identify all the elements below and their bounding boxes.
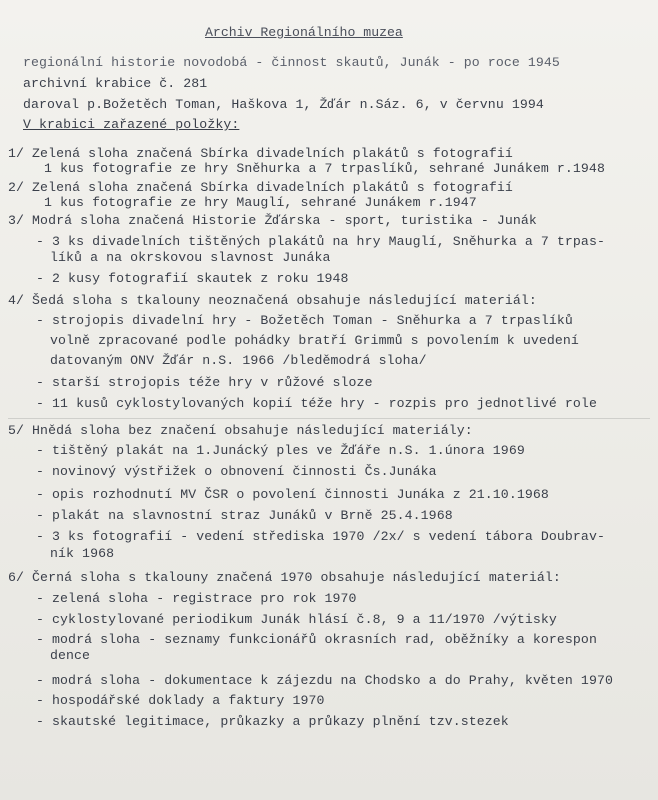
item-3-entry-2: - 2 kusy fotografií skautek z roku 1948 [36, 271, 349, 286]
item-1-detail: 1 kus fotografie ze hry Sněhurka a 7 trpaslíků, sehrané Junákem r.1948 [44, 161, 605, 176]
section-heading: V krabici zařazené položky: [23, 117, 240, 132]
item-2-heading: 2/ Zelená sloha značená Sbírka divadelních plakátů s fotografií [8, 180, 513, 195]
item-5-entry-3: - opis rozhodnutí MV ČSR o povolení činnosti Junáka z 21.10.1968 [36, 487, 549, 502]
item-5-heading: 5/ Hnědá sloha bez značení obsahuje následující materiály: [8, 423, 473, 438]
item-5-entry-5-cont: ník 1968 [50, 546, 115, 561]
item-4-entry-1: - strojopis divadelní hry - Božetěch Toman - Sněhurka a 7 trpaslíků [36, 313, 573, 328]
item-5-entry-5: - 3 ks fotografií - vedení střediska 1970 /2x/ s vedení tábora Doubrav- [36, 529, 605, 544]
item-6-entry-4: - modrá sloha - dokumentace k zájezdu na Chodsko a do Prahy, květen 1970 [36, 673, 613, 688]
item-6-entry-2: - cyklostylované periodikum Junák hlásí č.8, 9 a 11/1970 /výtisky [36, 612, 557, 627]
item-6-heading: 6/ Černá sloha s tkalouny značená 1970 obsahuje následující materiál: [8, 570, 561, 585]
item-3-entry-1-cont: líků a na okrskovou slavnost Junáka [50, 250, 331, 265]
donor-line: daroval p.Božetěch Toman, Haškova 1, Žďár n.Sáz. 6, v červnu 1994 [23, 97, 544, 112]
item-4-heading: 4/ Šedá sloha s tkalouny neoznačená obsahuje následující materiál: [8, 293, 537, 308]
item-6-entry-1: - zelená sloha - registrace pro rok 1970 [36, 591, 357, 606]
item-2-detail: 1 kus fotografie ze hry Mauglí, sehrané Junákem r.1947 [44, 195, 477, 210]
item-5-entry-4: - plakát na slavnostní strаz Junáků v Brně 25.4.1968 [36, 508, 453, 523]
item-4-entry-1-cont-1: volně zpracované podle pohádky bratří Grimmů s povolením k uvedení [50, 333, 579, 348]
box-number-line: archivní krabice č. 281 [23, 76, 208, 91]
item-4-entry-1-cont-2: datovaným ONV Žďár n.S. 1966 /bleděmodrá sloha/ [50, 353, 427, 368]
item-4-entry-3: - 11 kusů cyklostylovaných kopií téže hry - rozpis pro jednotlivé role [36, 396, 597, 411]
item-3-entry-1: - 3 ks divadelních tištěných plakátů na hry Mauglí, Sněhurka a 7 trpas- [36, 234, 605, 249]
item-5-entry-2: - novinový výstřižek o obnovení činnosti Čs.Junáka [36, 464, 437, 479]
item-6-entry-6: - skautské legitimace, průkazky a průkazy plnění tzv.stezek [36, 714, 509, 729]
item-5-entry-1: - tištěný plakát na 1.Junácký ples ve Žďáře n.S. 1.února 1969 [36, 443, 525, 458]
item-4-entry-2: - starší strojopis téže hry v růžové sloze [36, 375, 373, 390]
item-6-entry-3-cont: dence [50, 648, 91, 663]
item-6-entry-3: - modrá sloha - seznamy funkcionářů okrasních rad, oběžníky a korespon [36, 632, 597, 647]
fold-crease [8, 418, 650, 419]
document-title: Archiv Regionálního muzea [205, 25, 403, 40]
subject-line: regionální historie novodobá - činnost skautů, Junák - po roce 1945 [23, 55, 560, 70]
item-6-entry-5: - hospodářské doklady a faktury 1970 [36, 693, 325, 708]
item-1-heading: 1/ Zelená sloha značená Sbírka divadelních plakátů s fotografií [8, 146, 513, 161]
item-3-heading: 3/ Modrá sloha značená Historie Žďárska - sport, turistika - Junák [8, 213, 537, 228]
